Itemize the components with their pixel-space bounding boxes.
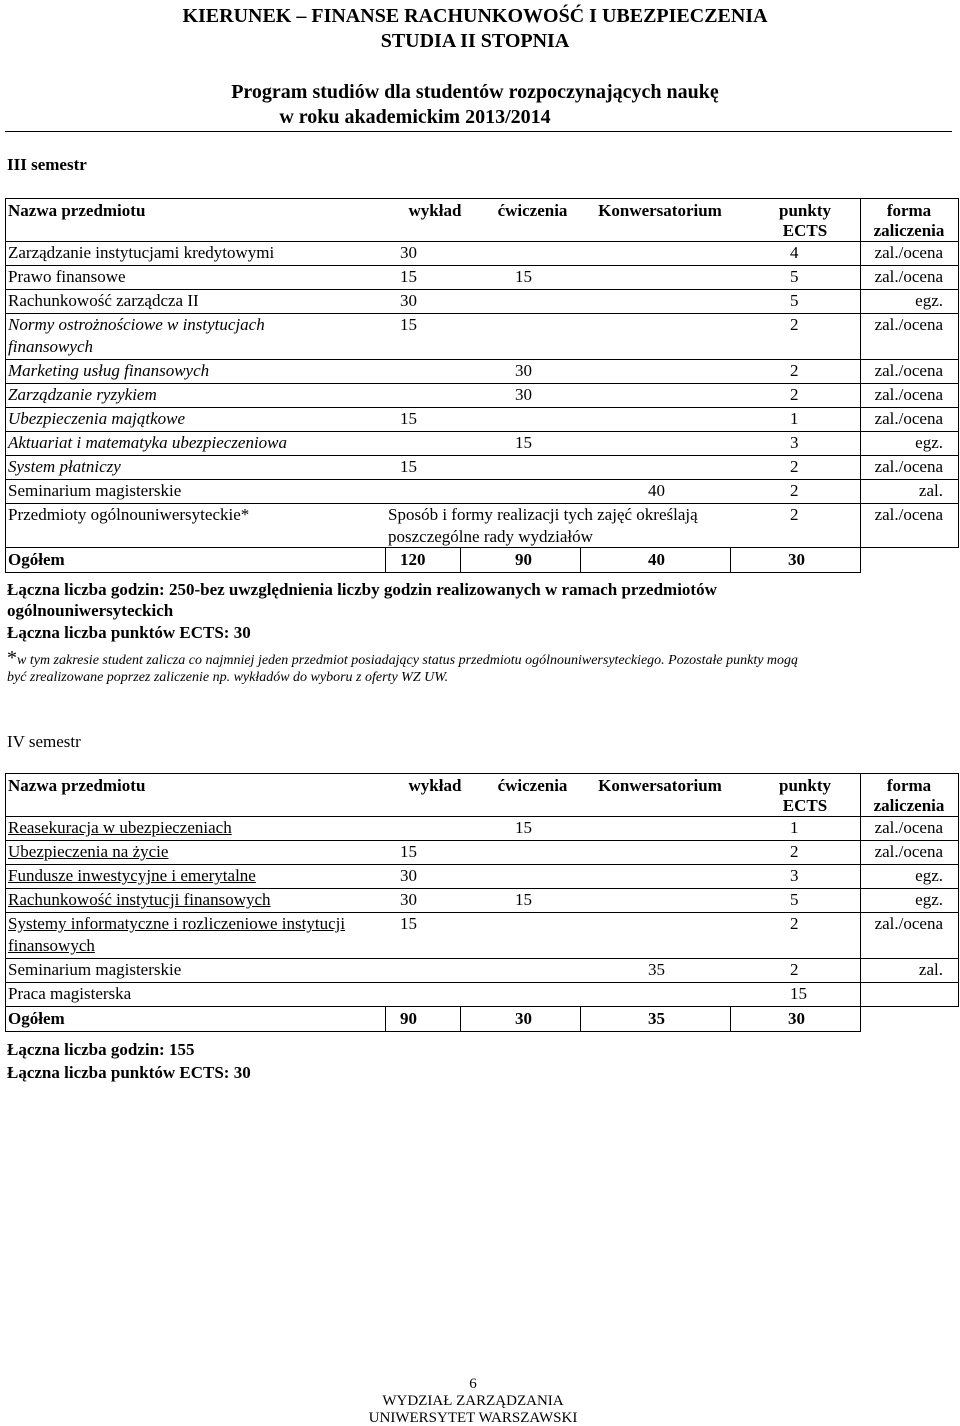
semester-3-title: III semestr [7,155,87,174]
subject-name: Zarządzanie instytucjami kredytowymi [8,243,275,262]
col-header-lecture: wykład [408,201,462,220]
table-rule [5,198,6,573]
total-lecture: 90 [400,1009,417,1028]
ects-points: 2 [790,385,799,404]
footnote-text-1: w tym zakresie student zalicza co najmniej jeden przedmiot posiadający status przedmiotu ogólnouniwersyteckiego. Pozostałe punkty mogą [17,653,799,668]
assessment-form: egz. [915,866,943,885]
table-rule [460,1006,461,1032]
assessment-form: zal. [918,960,943,979]
table-rule [5,289,959,290]
sem4-total-hours: Łączna liczba godzin: 155 [7,1040,195,1059]
ects-points: 5 [790,890,799,909]
study-level: STUDIA II STOPNIA [380,30,570,52]
table-rule [860,198,861,573]
subject-name: Rachunkowość instytucji finansowych [8,890,271,909]
table-rule [5,1031,861,1032]
total-exercises: 90 [515,550,532,569]
table-rule [5,773,959,774]
col-header-name: Nazwa przedmiotu [8,201,146,220]
table-rule [5,241,959,242]
assessment-form: zal./ocena [874,243,943,262]
sem3-total-points: Łączna liczba punktów ECTS: 30 [7,623,251,642]
table-rule [5,840,959,841]
table-rule [5,547,959,548]
table-rule [5,888,959,889]
assessment-form: zal./ocena [874,385,943,404]
col-header-lecture: wykład [408,776,462,795]
ects-points: 2 [790,457,799,476]
subject-name: Reasekuracja w ubezpieczeniach [8,818,232,837]
page-number: 6 [469,1376,477,1392]
col-header-exercises: ćwiczenia [497,201,568,220]
table-rule [860,773,861,1032]
subject-name: Ubezpieczenia majątkowe [8,409,186,428]
exercise-hours: 15 [515,433,532,452]
table-rule [5,816,959,817]
assessment-form: zal./ocena [874,409,943,428]
ects-points: 3 [790,866,799,885]
lecture-hours: 15 [400,457,417,476]
col-header-form-2: zaliczenia [873,221,945,240]
total-label: Ogółem [8,550,65,569]
subject-name: Ubezpieczenia na życie [8,842,169,861]
assessment-form: zal./ocena [874,818,943,837]
assessment-form: zal. [918,481,943,500]
footer-faculty: WYDZIAŁ ZARZĄDZANIA [382,1393,564,1409]
assessment-form: zal./ocena [874,315,943,334]
exercise-hours: 30 [515,361,532,380]
lecture-hours: 30 [400,890,417,909]
table-rule [5,958,959,959]
total-seminar: 35 [648,1009,665,1028]
subject-name-cont: finansowych [8,936,95,955]
col-header-seminar: Konwersatorium [598,776,722,795]
ects-points: 2 [790,842,799,861]
subject-name: Fundusze inwestycyjne i emerytalne [8,866,256,885]
footnote-star: * [7,647,17,669]
semester-4-title: IV semestr [7,732,81,751]
subject-name: Marketing usług finansowych [8,361,210,380]
ects-points: 15 [790,984,807,1003]
col-header-form: forma [886,201,932,220]
lecture-hours: 30 [400,243,417,262]
exercise-hours: 15 [515,818,532,837]
table-rule [5,773,6,1032]
exercise-hours: 15 [515,890,532,909]
ects-points: 2 [790,960,799,979]
total-ects: 30 [788,1009,805,1028]
table-rule [730,1006,731,1032]
table-rule [385,547,386,573]
table-rule [5,455,959,456]
assessment-form: zal./ocena [874,361,943,380]
seminar-hours: 35 [648,960,665,979]
sem4-total-points: Łączna liczba punktów ECTS: 30 [7,1063,251,1082]
table-rule [5,313,959,314]
ects-points: 2 [790,361,799,380]
col-header-ects: punkty [779,201,831,220]
faculty-title: KIERUNEK – FINANSE RACHUNKOWOŚĆ I UBEZPIECZENIA [182,5,768,27]
table-rule [5,912,959,913]
total-seminar: 40 [648,550,665,569]
col-header-ects-2: ECTS [782,796,828,815]
table-rule [5,198,959,199]
header-rule [5,131,952,132]
subject-name: System płatniczy [8,457,121,476]
assessment-form: zal./ocena [874,505,943,524]
ects-points: 2 [790,481,799,500]
assessment-form: egz. [915,890,943,909]
lecture-hours: 15 [400,409,417,428]
subject-name-general: Przedmioty ogólnouniwersyteckie* [8,505,250,524]
table-rule [5,572,861,573]
table-rule [5,1006,959,1007]
table-rule [958,773,959,1007]
assessment-form: egz. [915,291,943,310]
table-rule [5,359,959,360]
table-rule [460,547,461,573]
sem3-total-hours-cont: ogólnouniwersyteckich [7,601,174,620]
lecture-hours: 15 [400,914,417,933]
ects-points: 5 [790,267,799,286]
ects-points: 2 [790,505,799,524]
ects-points: 2 [790,315,799,334]
subject-name: Normy ostrożnościowe w instytucjach [8,315,265,334]
lecture-hours: 30 [400,866,417,885]
table-rule [5,982,959,983]
lecture-hours: 15 [400,315,417,334]
col-header-form: forma [886,776,932,795]
table-rule [580,1006,581,1032]
subject-name: Praca magisterska [8,984,132,1003]
subject-name: Zarządzanie ryzykiem [8,385,157,404]
subject-name-cont: finansowych [8,337,93,356]
ects-points: 5 [790,291,799,310]
table-rule [5,479,959,480]
ects-points: 1 [790,818,799,837]
lecture-hours: 15 [400,267,417,286]
assessment-form: zal./ocena [874,842,943,861]
assessment-form: zal./ocena [874,457,943,476]
table-rule [5,407,959,408]
table-rule [5,864,959,865]
total-lecture: 120 [400,550,426,569]
total-ects: 30 [788,550,805,569]
ects-points: 1 [790,409,799,428]
subject-name: Seminarium magisterskie [8,960,182,979]
assessment-form: egz. [915,433,943,452]
col-header-name: Nazwa przedmiotu [8,776,146,795]
col-header-seminar: Konwersatorium [598,201,722,220]
academic-year: w roku akademickim 2013/2014 [279,106,551,128]
subject-name: Seminarium magisterskie [8,481,182,500]
table-rule [385,1006,386,1032]
assessment-form: zal./ocena [874,267,943,286]
lecture-hours: 15 [400,842,417,861]
ects-points: 2 [790,914,799,933]
col-header-ects: punkty [779,776,831,795]
subject-name: Systemy informatyczne i rozliczeniowe instytucji [8,914,346,933]
col-header-exercises: ćwiczenia [497,776,568,795]
table-rule [580,547,581,573]
table-rule [5,503,959,504]
table-rule [958,198,959,548]
total-exercises: 30 [515,1009,532,1028]
ects-points: 4 [790,243,799,262]
exercise-hours: 15 [515,267,532,286]
lecture-hours: 30 [400,291,417,310]
table-rule [5,383,959,384]
sem3-total-hours: Łączna liczba godzin: 250-bez uwzględnienia liczby godzin realizowanych w ramach przedmiotów [7,580,717,599]
general-note-cont: poszczególne rady wydziałów [388,527,593,546]
total-label: Ogółem [8,1009,65,1028]
sem3-footnote-cont: być zrealizowane poprzez zaliczenie np. wykładów do wyboru z oferty WZ UW. [7,670,449,685]
col-header-form-2: zaliczenia [873,796,945,815]
subject-name: Prawo finansowe [8,267,126,286]
table-rule [5,431,959,432]
subject-name: Rachunkowość zarządcza II [8,291,199,310]
general-note: Sposób i formy realizacji tych zajęć określają [388,505,698,524]
seminar-hours: 40 [648,481,665,500]
footer-university: UNIWERSYTET WARSZAWSKI [368,1410,578,1426]
program-title: Program studiów dla studentów rozpoczynających naukę [231,81,719,103]
ects-points: 3 [790,433,799,452]
table-rule [5,265,959,266]
assessment-form: zal./ocena [874,914,943,933]
col-header-ects-2: ECTS [782,221,828,240]
exercise-hours: 30 [515,385,532,404]
table-rule [730,547,731,573]
subject-name: Aktuariat i matematyka ubezpieczeniowa [8,433,288,452]
